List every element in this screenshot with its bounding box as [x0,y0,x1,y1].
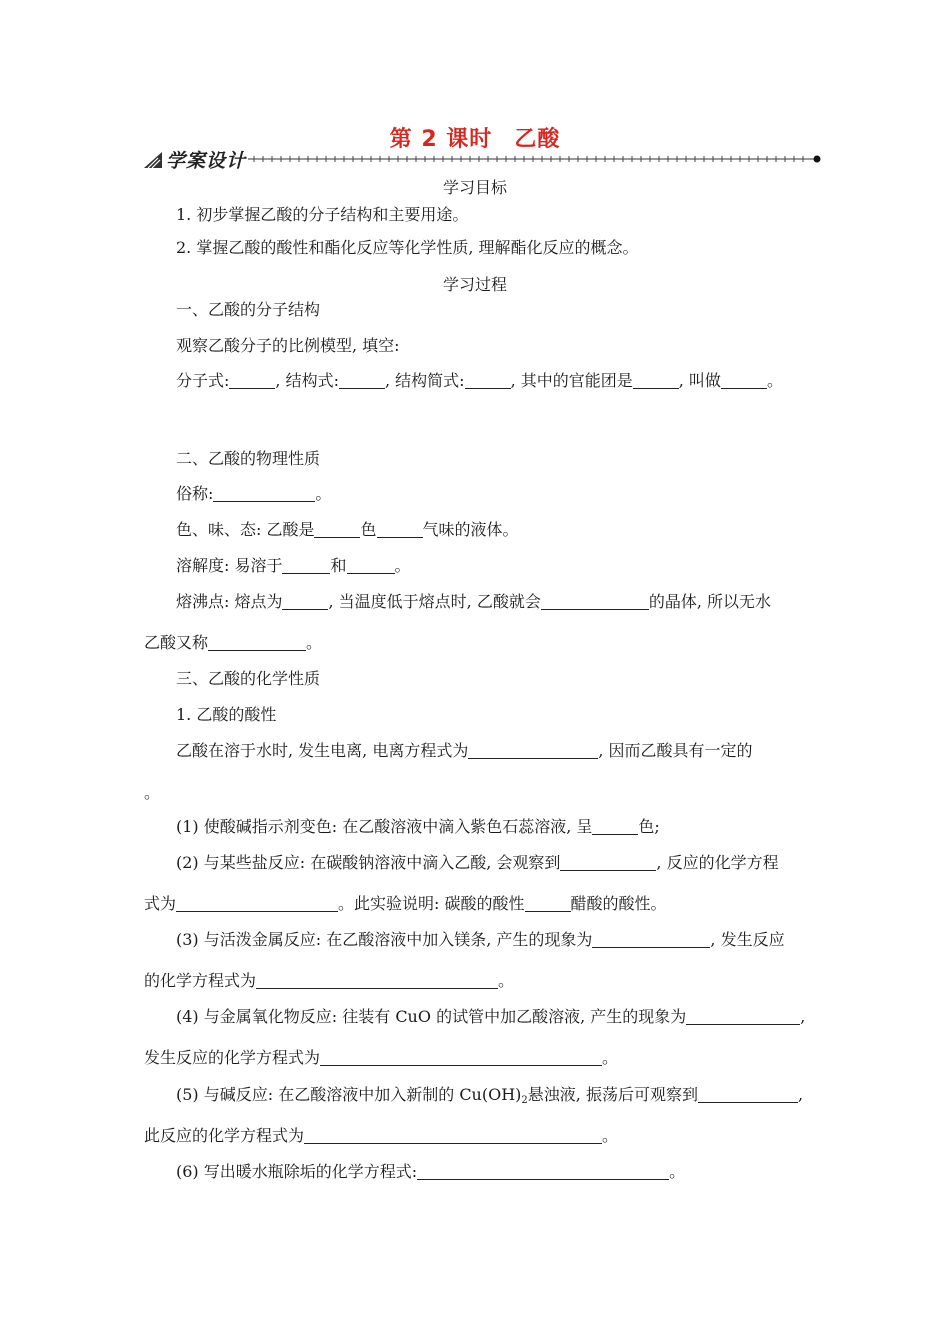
q1-line [176,817,660,837]
label-common-name: 俗称: [176,484,214,503]
blank-also-called[interactable] [208,634,306,651]
blank-q2-compare[interactable] [525,895,571,912]
part1-intro: 观察乙酸分子的比例模型, 填空: [176,336,400,355]
q4-line [176,1007,805,1027]
blank-crystallize[interactable] [541,593,649,610]
q6-text: (6) 写出暖水瓶除垢的化学方程式: [176,1162,418,1181]
label-below-melting: , 当温度低于熔点时, 乙酸就会 [328,592,541,611]
q5-text-2: 悬浊液, 振荡后可观察到 [527,1085,698,1104]
q5-subscript: 2 [521,1095,528,1106]
blank-q4-equation[interactable] [320,1049,602,1066]
end-mark: 。 [306,633,323,652]
label-ionization: 乙酸在溶于水时, 发生电离, 电离方程式为 [176,741,469,760]
blank-color[interactable] [314,521,360,538]
q5-equation-label: 此反应的化学方程式为 [144,1126,305,1145]
q3-text: (3) 与活泼金属反应: 在乙酸溶液中加入镁条, 产生的现象为 [176,930,593,949]
q4-equation-line [144,1048,618,1068]
q6-line [176,1162,685,1182]
part2-title: 二、乙酸的物理性质 [176,449,321,468]
blank-q2-equation[interactable] [176,895,338,912]
label-color-suffix: 色 [360,520,377,539]
blank-solvent-2[interactable] [347,557,395,574]
end-mark: 。 [315,484,332,503]
q1-text: (1) 使酸碱指示剂变色: 在乙酸溶液中滴入紫色石蕊溶液, 呈 [176,817,593,836]
q4-suffix: , [800,1007,806,1026]
blank-structural-formula[interactable] [339,372,385,389]
q3-suffix: , 发生反应 [710,930,785,949]
blank-q1-color[interactable] [592,818,638,835]
color-line [176,520,519,540]
label-and: 和 [330,556,347,575]
label-condensed-formula: , 结构简式: [384,371,465,390]
q3-line [176,930,785,950]
part1-fill-line [176,371,783,391]
q2-line [176,853,779,873]
part3-title: 三、乙酸的化学性质 [176,669,321,688]
end-mark: 。 [602,1126,619,1145]
q2-text: (2) 与某些盐反应: 在碳酸钠溶液中滴入乙酸, 会观察到 [176,853,561,872]
goal-item-2: 2. 掌握乙酸的酸性和酯化反应等化学性质, 理解酯化反应的概念。 [176,238,639,257]
q1-suffix: 色; [638,817,660,836]
blank-q5-equation[interactable] [304,1127,602,1144]
end-mark: 。 [669,1162,686,1181]
q4-text: (4) 与金属氧化物反应: 往装有 CuO 的试管中加乙酸溶液, 产生的现象为 [176,1007,687,1026]
q3-equation-label: 的化学方程式为 [144,971,257,990]
part1-title: 一、乙酸的分子结构 [176,300,321,319]
q5-text: (5) 与碱反应: 在乙酸溶液中加入新制的 Cu(OH) [176,1085,522,1104]
lesson-number: 第 2 课时 [389,127,493,152]
blank-q5-observation[interactable] [698,1086,798,1103]
blank-q3-equation[interactable] [256,972,498,989]
q5-line [176,1085,803,1111]
section-banner [144,146,824,172]
blank-molecular-formula[interactable] [229,372,275,389]
q4-equation-label: 发生反应的化学方程式为 [144,1048,321,1067]
end-mark: 。 [602,1048,619,1067]
lesson-topic: 乙酸 [514,127,561,152]
goal-item-1: 1. 初步掌握乙酸的分子结构和主要用途。 [176,205,469,224]
label-color: 色、味、态: 乙酸是 [176,520,315,539]
blank-called[interactable] [721,372,767,389]
label-structural-formula: , 结构式: [275,371,339,390]
label-solubility: 溶解度: 易溶于 [176,556,283,575]
label-melting-point: 熔沸点: 熔点为 [176,592,283,611]
label-therefore: , 因而乙酸具有一定的 [598,741,753,760]
blank-q4-phenomenon[interactable] [686,1008,800,1025]
goals-heading: 学习目标 [442,178,507,197]
label-anhydrous: 的晶体, 所以无水 [648,592,772,611]
blank-odor[interactable] [377,521,423,538]
end-mark: 。 [766,371,783,390]
blank-q6-equation[interactable] [417,1163,669,1180]
blank-melting-point[interactable] [282,593,328,610]
ionization-line [176,741,753,761]
blank-solvent-1[interactable] [282,557,330,574]
label-called: , 叫做 [678,371,721,390]
q2-suffix: , 反应的化学方程 [656,853,779,872]
q2-conclusion-suffix: 醋酸的酸性。 [570,894,667,913]
q2-equation-label: 式为 [144,894,177,913]
solubility-line [176,556,411,576]
blank-condensed-formula[interactable] [465,372,511,389]
melting-line [176,592,771,612]
blank-common-name[interactable] [213,485,315,502]
q2-conclusion-label: 。此实验说明: 碳酸的酸性 [338,894,525,913]
blank-q3-phenomenon[interactable] [592,931,710,948]
blank-functional-group[interactable] [633,372,679,389]
q5-equation-line [144,1126,618,1146]
label-also-called: 乙酸又称 [144,633,209,652]
ionization-end: 。 [144,783,161,802]
label-odor-suffix: 气味的液体。 [422,520,519,539]
common-name-line [176,484,331,504]
process-heading: 学习过程 [442,275,507,294]
q2-equation-line [144,894,667,914]
end-mark: 。 [498,971,515,990]
banner-label: 学案设计 [166,150,247,172]
q5-suffix: , [797,1085,804,1104]
label-molecular-formula: 分子式: [176,371,230,390]
q3-equation-line [144,971,514,991]
blank-q2-observation[interactable] [560,854,656,871]
glacial-line [144,633,322,653]
label-functional-group: , 其中的官能团是 [510,371,633,390]
blank-ionization-equation[interactable] [468,742,598,759]
end-mark: 。 [394,556,411,575]
acidity-title: 1. 乙酸的酸性 [176,705,277,724]
